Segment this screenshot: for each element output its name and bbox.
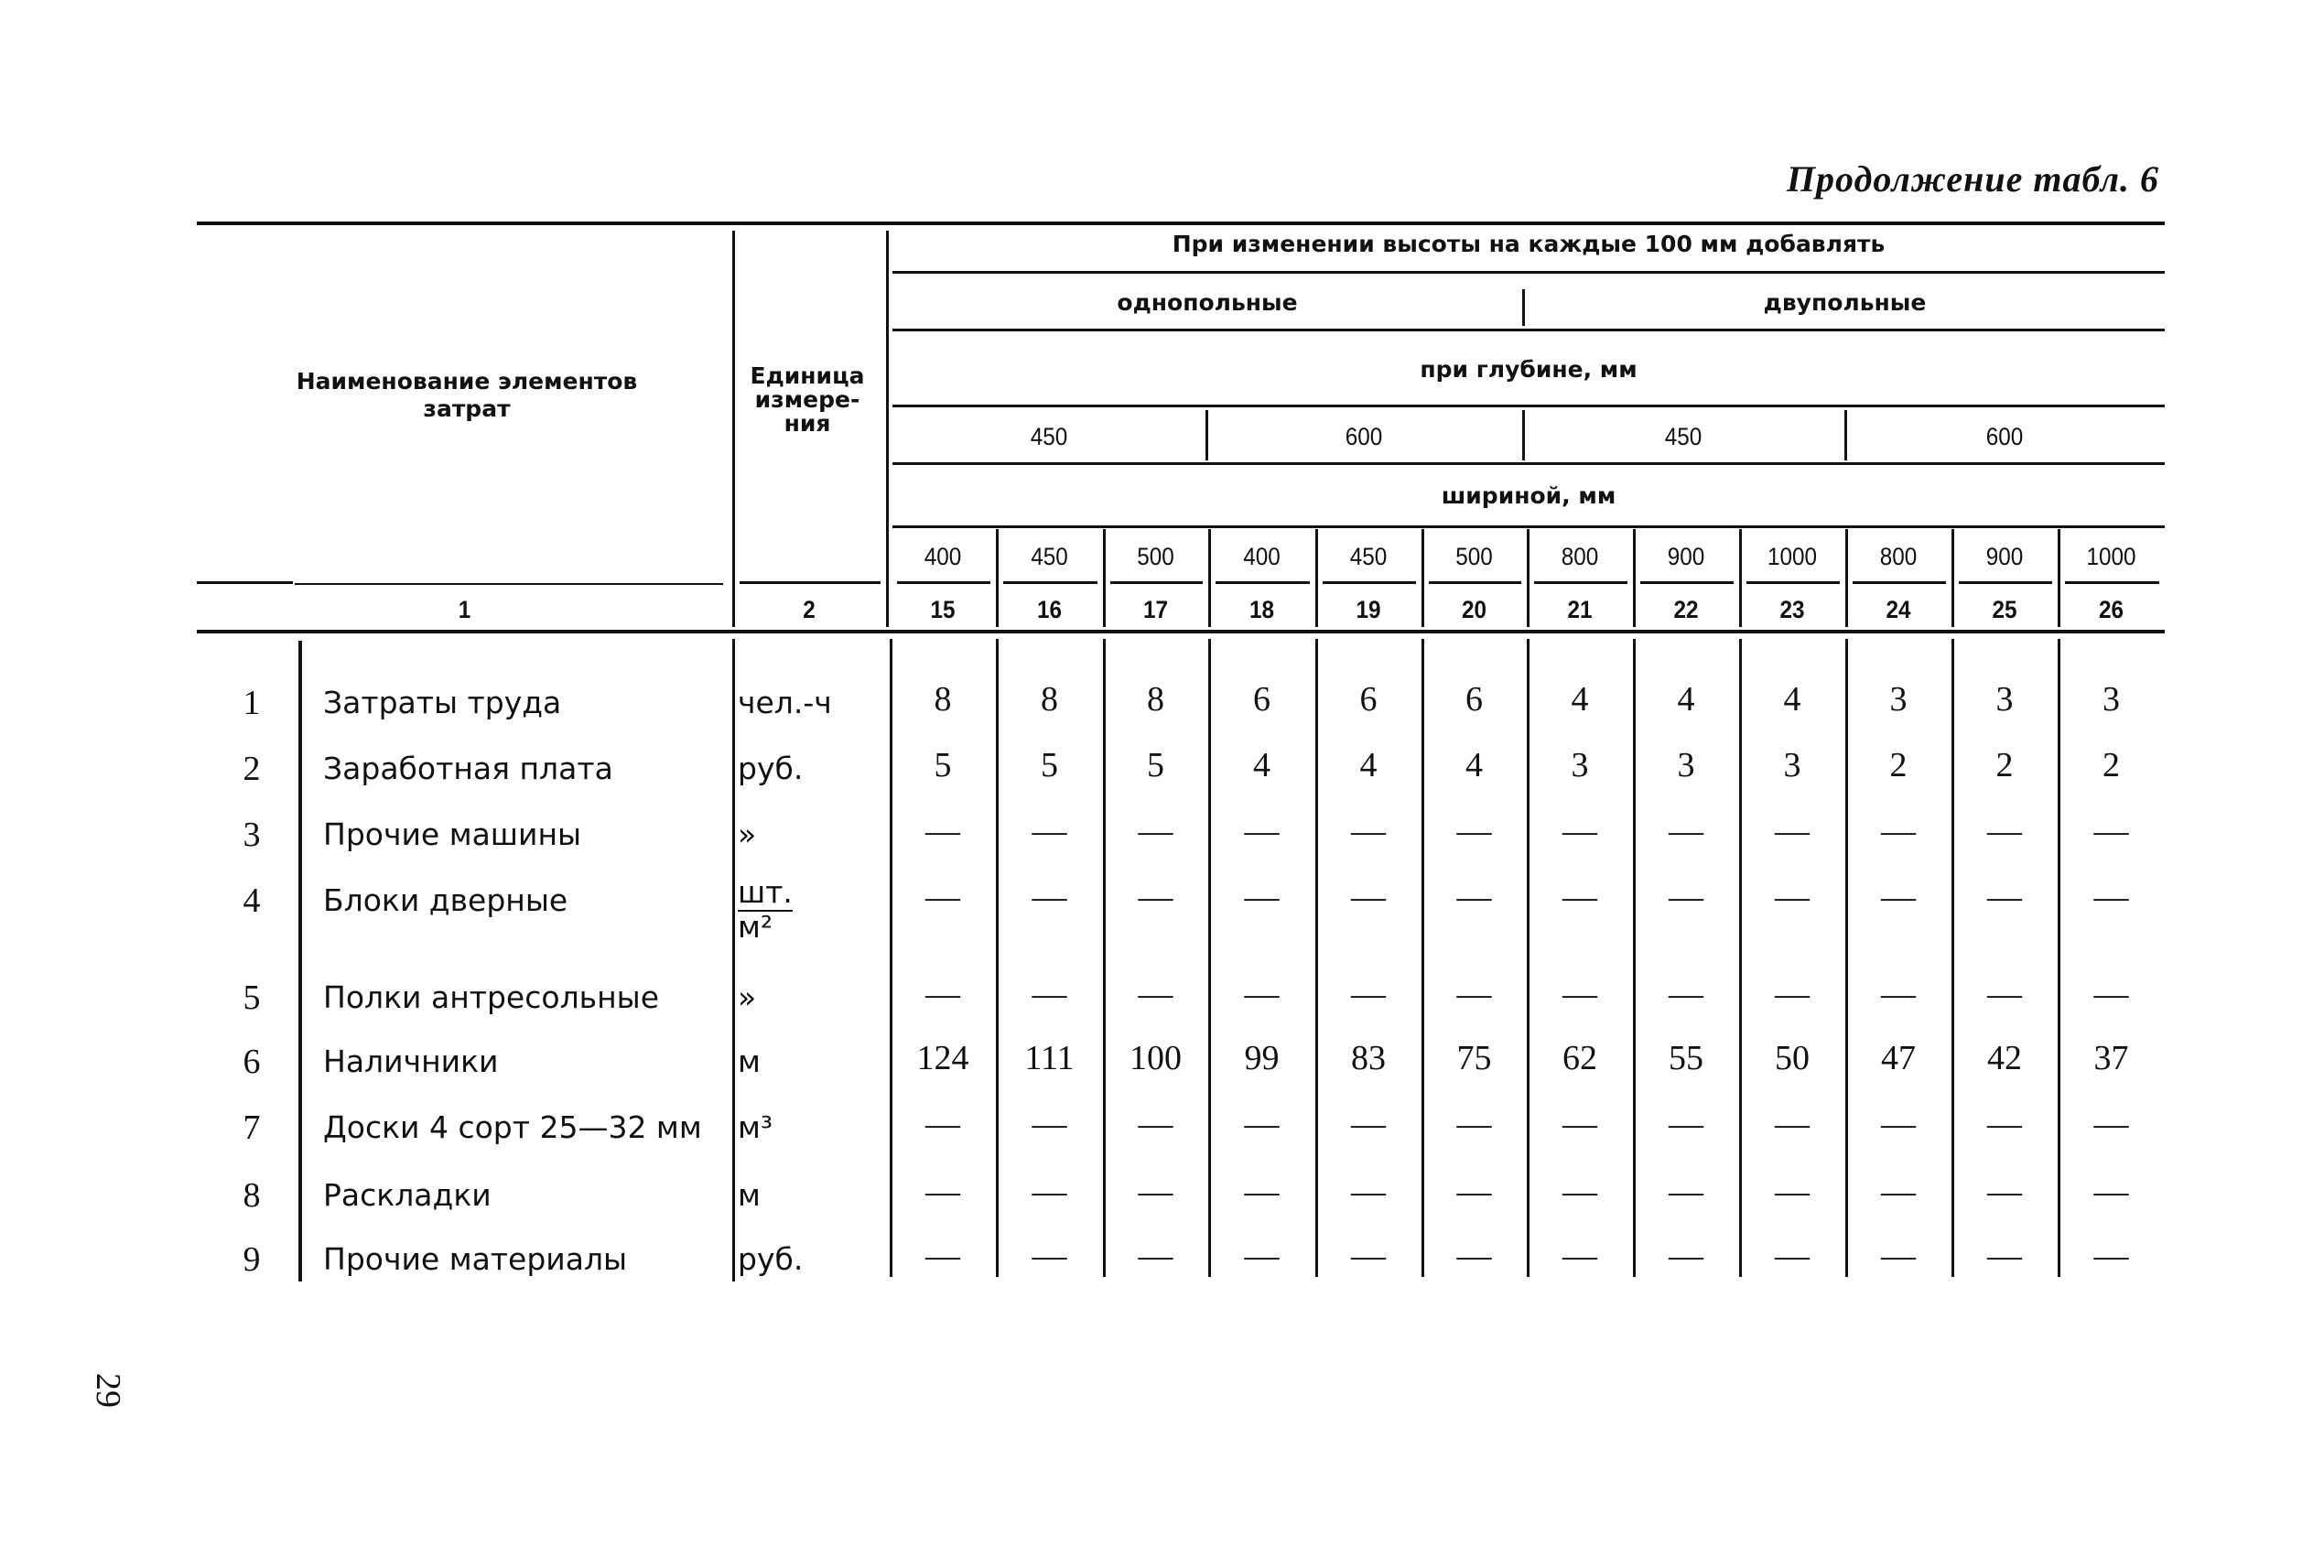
table-cell: —	[1032, 878, 1067, 916]
name-underline-left	[197, 581, 293, 584]
table-cell: —	[2093, 878, 2129, 916]
name-column-header: Наименование элементов затрат	[296, 368, 638, 422]
depth-3: 450	[1664, 423, 1702, 450]
width-underline	[1429, 581, 1521, 584]
table-cell: 4	[1253, 746, 1270, 784]
table-cell: —	[1351, 975, 1386, 1013]
table-cell: 3	[1677, 746, 1695, 784]
table-cell: —	[1562, 1237, 1597, 1275]
table-cell: —	[1456, 1237, 1492, 1275]
cost-element-name: Заработная плата	[323, 751, 613, 786]
cost-element-name: Затраты труда	[323, 685, 562, 720]
table-cell: —	[1881, 812, 1916, 850]
width-col-divider	[1315, 529, 1318, 627]
column-number-22: 22	[1673, 596, 1699, 623]
table-cell: —	[1562, 812, 1597, 850]
table-cell: —	[1987, 812, 2022, 850]
unit-of-measure: руб.	[738, 1241, 804, 1277]
column-number-26: 26	[2098, 596, 2124, 623]
table-cell: —	[1987, 1105, 2022, 1143]
width-col-divider	[1739, 529, 1742, 627]
table-cell: —	[1138, 812, 1173, 850]
width-1: 400	[924, 543, 962, 570]
table-cell: —	[2093, 812, 2129, 850]
unit-of-measure: »	[738, 816, 757, 852]
table-cell: —	[1244, 1237, 1280, 1275]
depth-1: 450	[1030, 423, 1068, 450]
width-12: 1000	[2086, 543, 2136, 570]
width-underline	[1323, 581, 1416, 584]
width-underline	[897, 581, 990, 584]
depth-divider	[1844, 410, 1847, 460]
table-cell: —	[1351, 1173, 1386, 1211]
table-cell: —	[1351, 1237, 1386, 1275]
table-cell: 5	[1041, 746, 1058, 784]
table-cell: 6	[1465, 680, 1483, 719]
width-underline	[1640, 581, 1734, 584]
table-cell: 111	[1024, 1039, 1075, 1077]
column-number-18: 18	[1248, 596, 1275, 623]
table-cell: —	[1669, 975, 1703, 1013]
table-cell: 6	[1253, 680, 1270, 719]
table-cell: —	[1244, 1105, 1280, 1143]
width-4: 400	[1243, 543, 1281, 570]
table-cell: —	[1987, 1173, 2022, 1211]
table-cell: 37	[2093, 1039, 2129, 1077]
page-number: 29	[89, 1373, 127, 1408]
unit-column-header: Единица измере-ния	[750, 362, 865, 437]
row-number: 4	[243, 881, 261, 920]
width-underline	[1853, 581, 1946, 584]
rule	[892, 405, 2165, 407]
column-number-21: 21	[1567, 596, 1593, 623]
table-cell: —	[1138, 1173, 1173, 1211]
depth-divider	[1205, 410, 1208, 460]
width-col-divider	[1633, 529, 1636, 627]
rule	[892, 329, 2165, 331]
table-cell: —	[1881, 1173, 1916, 1211]
table-cell: 99	[1244, 1039, 1280, 1077]
cost-element-name: Наличники	[323, 1044, 499, 1079]
width-8: 900	[1667, 543, 1705, 570]
table-cell: 4	[1359, 746, 1378, 784]
table-cell: 3	[2102, 680, 2120, 719]
width-5: 450	[1349, 543, 1388, 570]
table-cell: 8	[1041, 680, 1058, 719]
table-cell: —	[1987, 1237, 2022, 1275]
width-11: 900	[1985, 543, 2024, 570]
table-cell: —	[1775, 812, 1810, 850]
width-underline	[1534, 581, 1627, 584]
table-cell: —	[1669, 812, 1703, 850]
table-cell: —	[2093, 1173, 2129, 1211]
unit-of-measure: м	[738, 1044, 761, 1079]
table-cell: —	[1456, 812, 1492, 850]
table-cell: 83	[1351, 1039, 1386, 1077]
column-number-25: 25	[1992, 596, 2017, 623]
table-cell: —	[925, 812, 960, 850]
table-cell: —	[1881, 1237, 1916, 1275]
table-cell: —	[1881, 878, 1916, 916]
width-underline	[1003, 581, 1097, 584]
header-bottom-rule	[197, 630, 2165, 633]
table-cell: —	[2093, 1105, 2129, 1143]
table-cell: —	[1351, 812, 1386, 850]
column-number-23: 23	[1779, 596, 1805, 623]
table-cell: —	[1244, 975, 1280, 1013]
table-cell: 8	[934, 680, 952, 719]
cost-element-name: Раскладки	[323, 1177, 492, 1213]
width-label-header: шириной, мм	[1441, 482, 1616, 509]
table-cell: —	[1032, 975, 1067, 1013]
width-underline	[1746, 581, 1840, 584]
row-number: 3	[243, 816, 261, 854]
table-cell: —	[1562, 975, 1597, 1013]
depth-2: 600	[1345, 423, 1383, 450]
table-cell: —	[1032, 1173, 1067, 1211]
table-cell: 5	[1147, 746, 1164, 784]
width-col-divider	[1103, 529, 1106, 627]
table-cell: —	[2093, 975, 2129, 1013]
table-cell: 50	[1775, 1039, 1810, 1077]
table-cell: —	[1775, 975, 1810, 1013]
table-cell: 5	[934, 746, 952, 784]
table-cell: —	[1775, 1105, 1810, 1143]
table-cell: —	[925, 975, 960, 1013]
table-cell: —	[1351, 878, 1386, 916]
width-col-divider	[1527, 529, 1530, 627]
unit-underline	[740, 581, 881, 584]
unit-of-measure: м³	[738, 1109, 773, 1145]
row-number: 9	[243, 1240, 261, 1279]
table-cell: —	[1032, 1237, 1067, 1275]
table-cell: —	[1669, 1173, 1703, 1211]
row-number: 8	[243, 1176, 261, 1215]
table-cell: —	[1562, 1105, 1597, 1143]
width-10: 800	[1879, 543, 1918, 570]
table-cell: 124	[916, 1039, 969, 1077]
depth-label-header: при глубине, мм	[1420, 356, 1638, 383]
width-9: 1000	[1767, 543, 1818, 570]
table-cell: —	[1987, 975, 2022, 1013]
table-top-rule	[197, 222, 2165, 225]
column-number-1: 1	[458, 596, 471, 623]
table-cell: —	[925, 1105, 960, 1143]
width-underline	[1216, 581, 1310, 584]
table-cell: —	[1562, 878, 1597, 916]
body-name-divider	[732, 639, 735, 1281]
unit-denominator: м²	[738, 909, 773, 945]
column-number-2: 2	[803, 596, 816, 623]
table-cell: 3	[1571, 746, 1589, 784]
width-col-divider	[1951, 529, 1954, 627]
table-cell: —	[925, 1173, 960, 1211]
table-cell: —	[1351, 1105, 1386, 1143]
table-cell: 6	[1359, 680, 1378, 719]
depth-divider	[1522, 410, 1525, 460]
table-cell: —	[1456, 1105, 1492, 1143]
column-number-24: 24	[1886, 596, 1911, 623]
table-cell: —	[1244, 1173, 1280, 1211]
table-cell: —	[1244, 812, 1280, 850]
table-cell: —	[1138, 1105, 1173, 1143]
cost-element-name: Прочие машины	[323, 816, 582, 852]
unit-of-measure: »	[738, 979, 757, 1015]
cost-element-name: Блоки дверные	[323, 882, 568, 918]
table-cell: —	[1456, 975, 1492, 1013]
table-cell: 3	[1995, 680, 2014, 719]
table-cell: —	[1456, 878, 1492, 916]
width-3: 500	[1137, 543, 1174, 570]
width-6: 500	[1455, 543, 1493, 570]
table-cell: 4	[1677, 680, 1695, 719]
table-cell: —	[1456, 1173, 1492, 1211]
width-col-divider	[2058, 529, 2060, 627]
top-span-header: При изменении высоты на каждые 100 мм добавлять	[1172, 231, 1886, 257]
table-cell: 8	[1147, 680, 1164, 719]
cost-element-name: Полки антресольные	[323, 979, 660, 1015]
width-col-divider	[1421, 529, 1424, 627]
unit-of-measure: м	[738, 1177, 761, 1213]
table-cell: —	[1138, 975, 1173, 1013]
table-cell: —	[1775, 1173, 1810, 1211]
table-cell: —	[1669, 1105, 1703, 1143]
table-cell: 100	[1130, 1039, 1182, 1077]
table-cell: —	[1881, 1105, 1916, 1143]
group-single-header: однопольные	[1117, 289, 1298, 316]
table-cell: —	[1669, 878, 1703, 916]
rule	[892, 462, 2165, 465]
table-cell: —	[925, 878, 960, 916]
row-number: 2	[243, 750, 261, 788]
table-cell: —	[1775, 1237, 1810, 1275]
cost-element-name: Прочие материалы	[323, 1241, 628, 1277]
width-7: 800	[1561, 543, 1599, 570]
column-number-16: 16	[1036, 596, 1063, 623]
width-underline	[1959, 581, 2052, 584]
row-number: 7	[243, 1108, 261, 1147]
column-number-19: 19	[1356, 596, 1381, 623]
column-number-15: 15	[930, 596, 956, 623]
rule	[892, 525, 2165, 528]
group-double-header: двупольные	[1763, 289, 1927, 316]
column-number-20: 20	[1461, 596, 1487, 623]
table-cell: —	[1138, 1237, 1173, 1275]
unit-fraction	[738, 874, 793, 946]
table-cell: —	[1032, 1105, 1067, 1143]
body-num-divider	[298, 641, 302, 1281]
table-cell: 75	[1456, 1039, 1492, 1077]
table-cell: 4	[1465, 746, 1483, 784]
width-col-divider	[996, 529, 999, 627]
table-cell: —	[925, 1237, 960, 1275]
table-cell: —	[1138, 878, 1173, 916]
row-number: 6	[243, 1043, 261, 1081]
unit-of-measure: чел.-ч	[738, 685, 832, 720]
table-cell: 47	[1881, 1039, 1916, 1077]
name-unit-divider	[732, 231, 735, 627]
table-cell: 2	[1995, 746, 2014, 784]
table-cell: 4	[1783, 680, 1801, 719]
table-cell: 3	[1889, 680, 1908, 719]
width-2: 450	[1031, 543, 1068, 570]
rule	[892, 271, 2165, 274]
table-cell: 4	[1571, 680, 1589, 719]
table-cell: 3	[1783, 746, 1801, 784]
unit-of-measure: руб.	[738, 751, 804, 786]
table-cell: 2	[1889, 746, 1908, 784]
table-cell: —	[2093, 1237, 2129, 1275]
unit-numerator: шт.	[738, 874, 793, 910]
column-number-17: 17	[1142, 596, 1169, 623]
table-cell: —	[1244, 878, 1280, 916]
name-underline-right	[295, 583, 723, 585]
table-cell: 62	[1562, 1039, 1597, 1077]
table-cell: 55	[1669, 1039, 1703, 1077]
table-cell: 2	[2102, 746, 2120, 784]
table-caption: Продолжение табл. 6	[1786, 158, 2159, 200]
unit-values-divider	[886, 231, 889, 627]
table-cell: —	[1669, 1237, 1703, 1275]
table-cell: —	[1032, 812, 1067, 850]
table-cell: —	[1881, 975, 1916, 1013]
row-number: 1	[243, 684, 261, 722]
depth-4: 600	[1985, 423, 2024, 450]
width-underline	[2065, 581, 2159, 584]
width-col-divider	[1845, 529, 1848, 627]
table-cell: —	[1987, 878, 2022, 916]
width-underline	[1110, 581, 1203, 584]
table-cell: —	[1775, 878, 1810, 916]
table-cell: —	[1562, 1173, 1597, 1211]
table-cell: 42	[1987, 1039, 2022, 1077]
cost-element-name: Доски 4 сорт 25—32 мм	[323, 1109, 702, 1145]
width-col-divider	[1208, 529, 1211, 627]
row-number: 5	[243, 979, 261, 1017]
